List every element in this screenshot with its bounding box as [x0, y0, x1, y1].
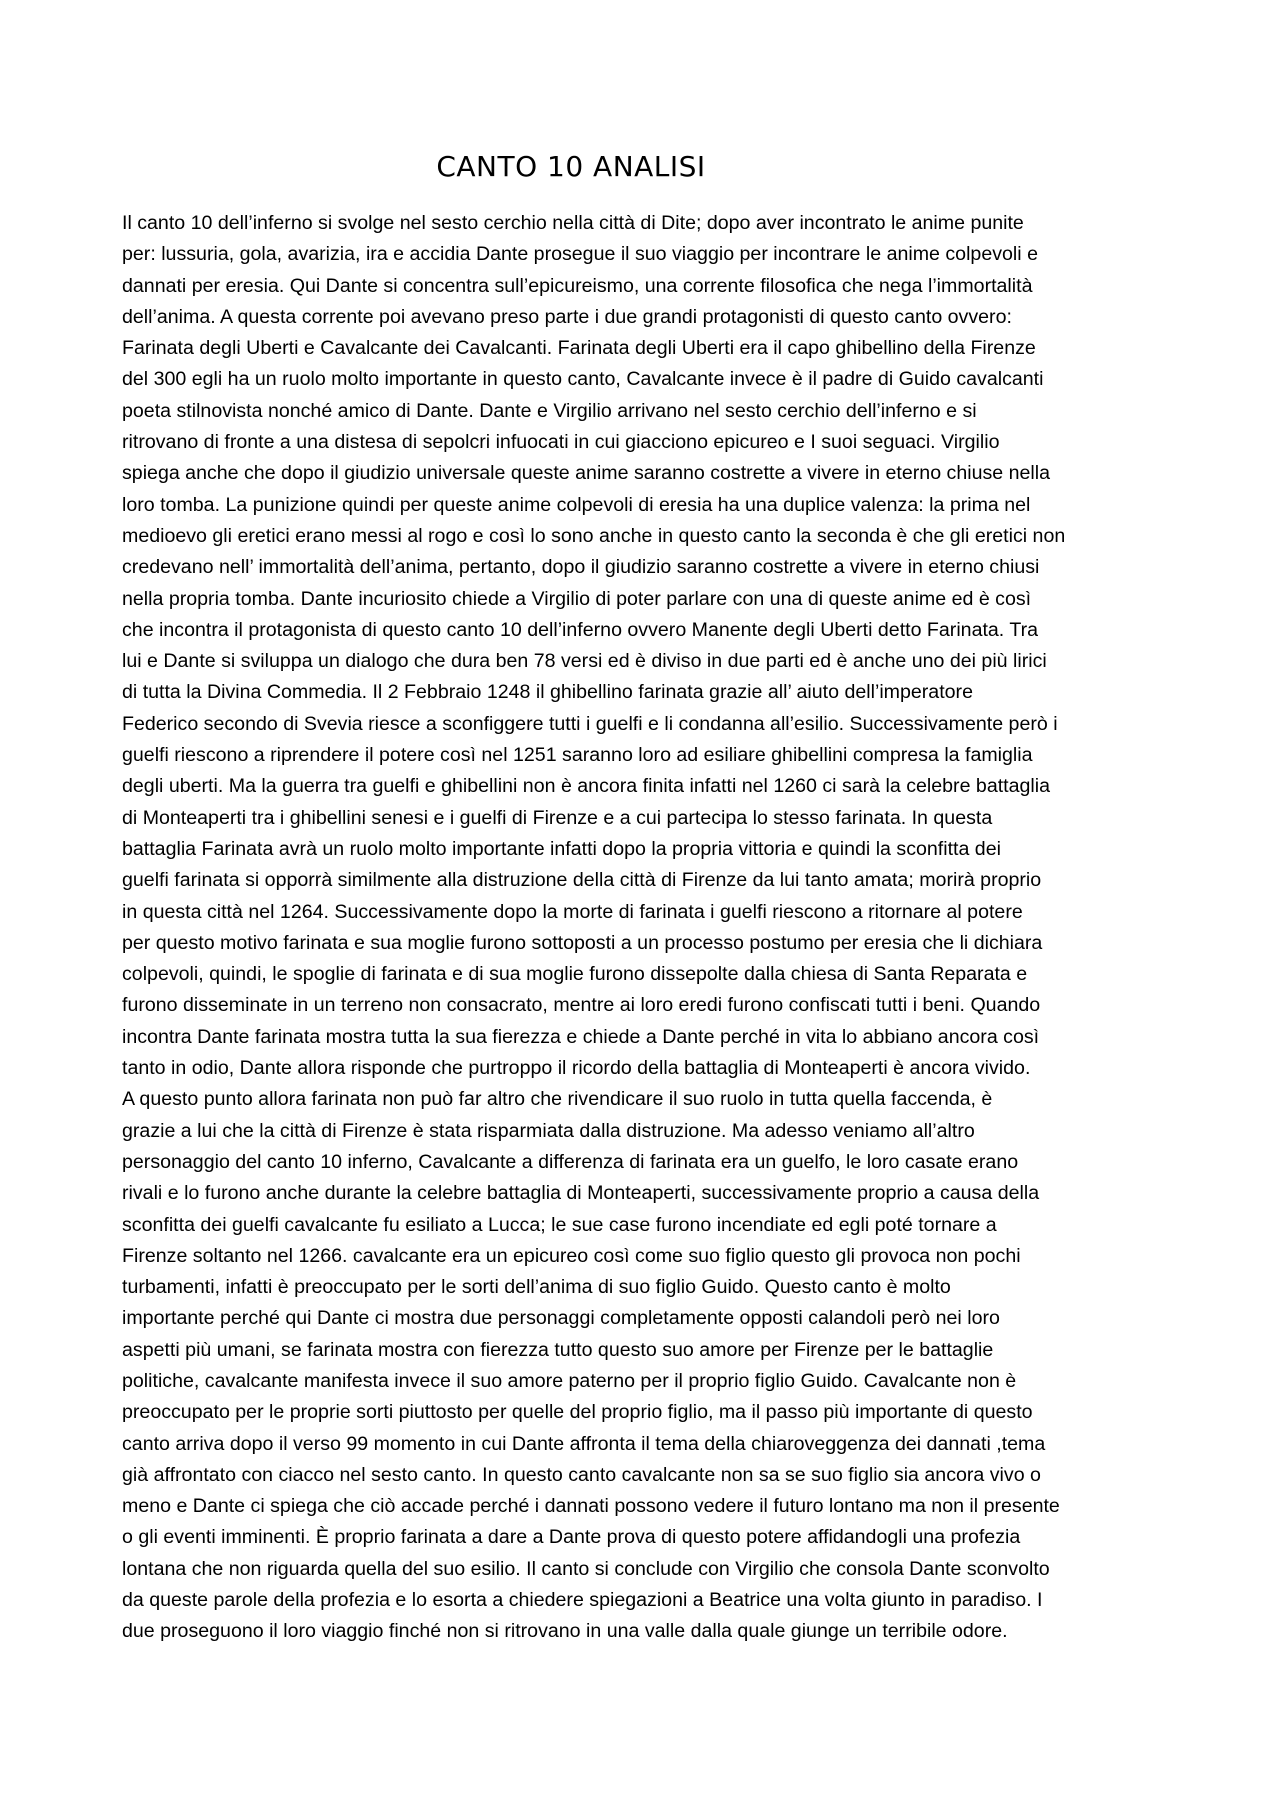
body-text-line: o gli eventi imminenti. È proprio farinata a dare a Dante prova di questo potere affidandogli una profezia: [122, 1526, 1021, 1549]
body-text-line: che incontra il protagonista di questo canto 10 dell’inferno ovvero Manente degli Uberti detto Farinata. Tra: [122, 618, 1039, 641]
body-text-line: del 300 egli ha un ruolo molto importante in questo canto, Cavalcante invece è il padre di Guido cavalcanti: [122, 368, 1044, 391]
body-text-line: tanto in odio, Dante allora risponde che purtroppo il ricordo della battaglia di Monteaperti è ancora vivido.: [122, 1057, 1031, 1080]
body-text-line: Firenze soltanto nel 1266. cavalcante era un epicureo così come suo figlio questo gli provoca non pochi: [122, 1244, 1021, 1267]
body-text-line: Farinata degli Uberti e Cavalcante dei Cavalcanti. Farinata degli Uberti era il capo ghibellino della Firenze: [122, 337, 1036, 360]
body-text-line: in questa città nel 1264. Successivamente dopo la morte di farinata i guelfi riescono a ritornare al potere: [122, 900, 1023, 923]
body-text-line: canto arriva dopo il verso 99 momento in cui Dante affronta il tema della chiaroveggenza dei dannati ,tema: [122, 1432, 1046, 1455]
body-text-line: di Monteaperti tra i ghibellini senesi e i guelfi di Firenze e a cui partecipa lo stesso farinata. In questa: [122, 806, 993, 829]
body-text-line: Il canto 10 dell’inferno si svolge nel sesto cerchio nella città di Dite; dopo aver incontrato le anime punite: [122, 212, 1024, 234]
body-text-line: battaglia Farinata avrà un ruolo molto importante infatti dopo la propria vittoria e quindi la sconfitta dei: [122, 837, 1001, 860]
body-text-line: credevano nell’ immortalità dell’anima, pertanto, dopo il giudizio saranno costrette a vivere in eterno chiusi: [122, 556, 1040, 579]
body-text-line: aspetti più umani, se farinata mostra con fierezza tutto questo suo amore per Firenze per le battaglie: [122, 1338, 994, 1361]
document-title: CANTO 10 ANALISI: [436, 150, 706, 183]
body-text-line: poeta stilnovista nonché amico di Dante. Dante e Virgilio arrivano nel sesto cerchio dell’inferno e si: [122, 399, 977, 422]
body-text-line: incontra Dante farinata mostra tutta la sua fierezza e chiede a Dante perché in vita lo abbiano ancora così: [122, 1025, 1040, 1048]
document-body: [122, 208, 1174, 1648]
body-text-line: per: lussuria, gola, avarizia, ira e accidia Dante prosegue il suo viaggio per incontrare le anime colpevoli e: [122, 243, 1038, 266]
body-text-line: sconfitta dei guelfi cavalcante fu esiliato a Lucca; le sue case furono incendiate ed egli poté tornare a: [122, 1213, 997, 1236]
body-text-line: lui e Dante si sviluppa un dialogo che dura ben 78 versi ed è diviso in due parti ed è anche uno dei più lirici: [122, 650, 1047, 673]
body-text-line: lontana che non riguarda quella del suo esilio. Il canto si conclude con Virgilio che consola Dante sconvolto: [122, 1557, 1050, 1580]
body-text-line: guelfi riescono a riprendere il potere così nel 1251 saranno loro ad esiliare ghibellini compresa la famiglia: [122, 744, 1033, 767]
body-text-line: degli uberti. Ma la guerra tra guelfi e ghibellini non è ancora finita infatti nel 1260 ci sarà la celebre battaglia: [122, 775, 1051, 798]
body-text-line: importante perché qui Dante ci mostra due personaggi completamente opposti calandoli però nei loro: [122, 1307, 1000, 1330]
body-text-line: medioevo gli eretici erano messi al rogo e così lo sono anche in questo canto la seconda è che gli eretici non: [122, 524, 1066, 547]
body-text-line: da queste parole della profezia e lo esorta a chiedere spiegazioni a Beatrice una volta giunto in paradiso. I: [122, 1589, 1043, 1612]
body-text-line: preoccupato per le proprie sorti piuttosto per quelle del proprio figlio, ma il passo più importante di questo: [122, 1401, 1033, 1424]
body-text-line: politiche, cavalcante manifesta invece il suo amore paterno per il proprio figlio Guido. Cavalcante non è: [122, 1369, 1017, 1392]
body-text-line: di tutta la Divina Commedia. Il 2 Febbraio 1248 il ghibellino farinata grazie all’ aiuto dell’imperatore: [122, 681, 973, 704]
body-text-line: già affrontato con ciacco nel sesto canto. In questo canto cavalcante non sa se suo figlio sia ancora vivo o: [122, 1463, 1041, 1486]
body-text-line: turbamenti, infatti è preoccupato per le sorti dell’anima di suo figlio Guido. Questo canto è molto: [122, 1276, 951, 1299]
body-text-line: due proseguono il loro viaggio finché non si ritrovano in una valle dalla quale giunge un terribile odore.: [122, 1620, 1008, 1643]
body-text-line: dannati per eresia. Qui Dante si concentra sull’epicureismo, una corrente filosofica che nega l’immortalità: [122, 274, 1033, 297]
body-text-line: colpevoli, quindi, le spoglie di farinata e di sua moglie furono dissepolte dalla chiesa di Santa Reparata e: [122, 963, 1028, 986]
body-text-line: loro tomba. La punizione quindi per queste anime colpevoli di eresia ha una duplice valenza: la prima nel: [122, 493, 1031, 516]
body-text-line: Federico secondo di Svevia riesce a sconfiggere tutti i guelfi e li condanna all’esilio. Successivamente però i: [122, 712, 1058, 735]
body-text-line: A questo punto allora farinata non può far altro che rivendicare il suo ruolo in tutta quella faccenda, è: [122, 1088, 993, 1111]
body-text-line: spiega anche che dopo il giudizio universale queste anime saranno costrette a vivere in eterno chiuse nella: [122, 462, 1051, 485]
body-text-line: nella propria tomba. Dante incuriosito chiede a Virgilio di poter parlare con una di queste anime ed è così: [122, 587, 1032, 610]
body-text-line: rivali e lo furono anche durante la celebre battaglia di Monteaperti, successivamente proprio a causa della: [122, 1182, 1040, 1205]
body-text-line: personaggio del canto 10 inferno, Cavalcante a differenza di farinata era un guelfo, le loro casate erano: [122, 1150, 1019, 1173]
body-text-line: per questo motivo farinata e sua moglie furono sottoposti a un processo postumo per eresia che li dichiara: [122, 931, 1043, 954]
body-text-line: meno e Dante ci spiega che ciò accade perché i dannati possono vedere il futuro lontano ma non il presente: [122, 1495, 1060, 1518]
body-text-line: grazie a lui che la città di Firenze è stata risparmiata dalla distruzione. Ma adesso veniamo all’altro: [122, 1119, 975, 1142]
body-text-line: guelfi farinata si opporrà similmente alla distruzione della città di Firenze da lui tanto amata; morirà proprio: [122, 869, 1042, 892]
body-text-line: ritrovano di fronte a una distesa di sepolcri infuocati in cui giacciono epicureo e I suoi seguaci. Virgilio: [122, 431, 1000, 454]
body-text-line: dell’anima. A questa corrente poi avevano preso parte i due grandi protagonisti di questo canto ovvero:: [122, 305, 1012, 328]
body-text-line: furono disseminate in un terreno non consacrato, mentre ai loro eredi furono confiscati tutti i beni. Quando: [122, 994, 1041, 1017]
